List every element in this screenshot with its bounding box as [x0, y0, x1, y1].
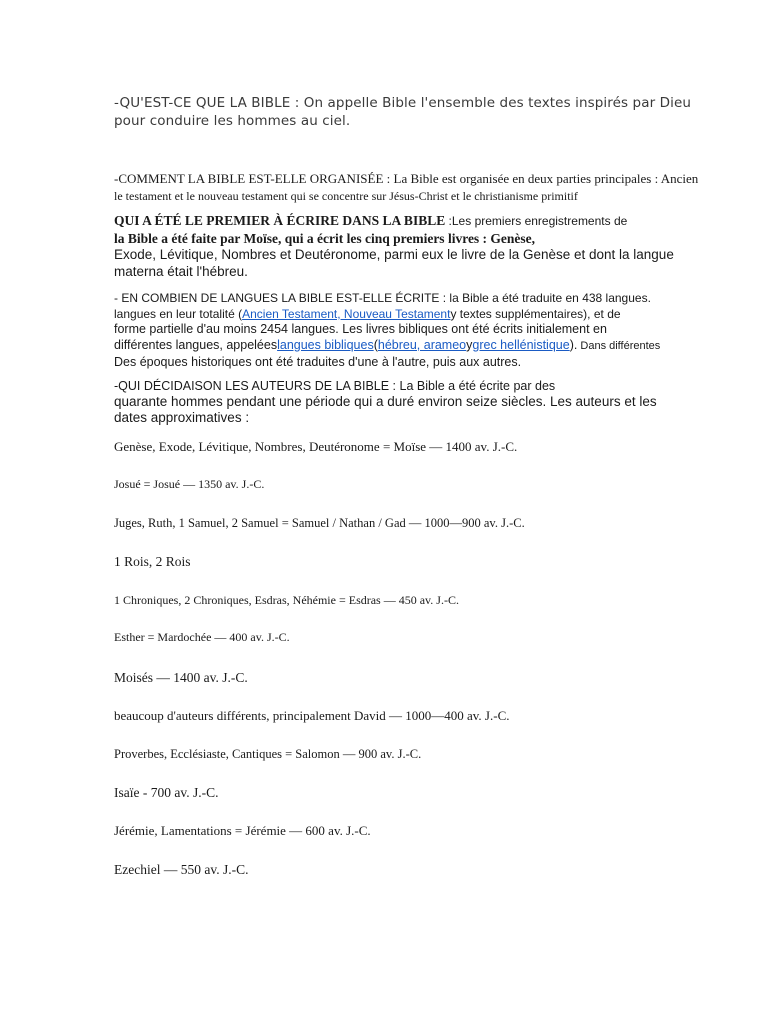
- langues-line-4-a: différentes langues, appelées: [114, 337, 278, 352]
- langues-line-4-d: ).: [569, 337, 578, 352]
- premier-line-3: Exode, Lévitique, Nombres et Deutéronome, parmi eux le livre de la Genèse et dont la langue: [114, 247, 674, 262]
- date-line-5: 1 Chroniques, 2 Chroniques, Esdras, Néhémie = Esdras — 450 av. J.-C.: [114, 593, 459, 607]
- organisation-heading: -COMMENT LA BIBLE EST-ELLE ORGANISÉE: [114, 171, 384, 186]
- premier-lead: :Les premiers enregistrements de: [445, 214, 628, 228]
- langues-line-4-b: (: [373, 337, 378, 352]
- date-line-6: Esther = Mardochée — 400 av. J.-C.: [114, 630, 290, 644]
- organisation-text-1: : La Bible est organisée en deux parties principales : Ancien: [383, 171, 699, 186]
- organisation-text-2: le testament et le nouveau testament qui se concentre sur Jésus-Christ et le christianisme primitif: [114, 189, 578, 203]
- document-page: [114, 94, 714, 877]
- langues-line-1: - EN COMBIEN DE LANGUES LA BIBLE EST-ELLE ÉCRITE : la Bible a été traduite en 438 langues.: [114, 291, 651, 305]
- date-line-12: Ezechiel — 550 av. J.-C.: [114, 862, 249, 877]
- link-grec-hellenistique[interactable]: grec hellénistique: [472, 337, 570, 352]
- langues-line-5: Des époques historiques ont été traduites d'une à l'autre, puis aux autres.: [114, 355, 522, 369]
- date-line-8: beaucoup d'auteurs différents, principalement David — 1000—400 av. J.-C.: [114, 708, 510, 723]
- langues-line-2-b: y textes supplémentaires), et de: [450, 307, 621, 321]
- langues-line-4-c: y: [466, 337, 473, 352]
- premier-heading: QUI A ÉTÉ LE PREMIER À ÉCRIRE DANS LA BIBLE: [114, 213, 446, 228]
- auteurs-line-1: -QUI DÉCIDAISON LES AUTEURS DE LA BIBLE : La Bible a été écrite par des: [114, 379, 556, 393]
- date-line-1: Genèse, Exode, Lévitique, Nombres, Deutéronome = Moïse — 1400 av. J.-C.: [114, 439, 518, 454]
- dates-list: [114, 94, 714, 894]
- date-line-2: Josué = Josué — 1350 av. J.-C.: [114, 477, 265, 491]
- auteurs-line-2: quarante hommes pendant une période qui a duré environ seize siècles. Les auteurs et les: [114, 394, 657, 409]
- date-line-11: Jérémie, Lamentations = Jérémie — 600 av. J.-C.: [114, 823, 371, 838]
- link-ancien-nouveau-testament[interactable]: Ancien Testament, Nouveau Testament: [242, 307, 451, 321]
- date-line-3: Juges, Ruth, 1 Samuel, 2 Samuel = Samuel / Nathan / Gad — 1000—900 av. J.-C.: [114, 516, 525, 530]
- link-hebreu-arameo[interactable]: hébreu, arameo: [377, 337, 467, 352]
- date-line-7: Moisés — 1400 av. J.-C.: [114, 670, 248, 685]
- link-langues-bibliques[interactable]: langues bibliques: [277, 337, 374, 352]
- intro-line-2: pour conduire les hommes au ciel.: [114, 113, 351, 129]
- date-line-4: 1 Rois, 2 Rois: [114, 554, 191, 569]
- date-line-10: Isaïe - 700 av. J.-C.: [114, 785, 219, 800]
- langues-line-4-e: Dans différentes: [577, 339, 661, 352]
- date-line-9: Proverbes, Ecclésiaste, Cantiques = Salomon — 900 av. J.-C.: [114, 747, 422, 761]
- langues-line-3: forme partielle d'au moins 2454 langues. Les livres bibliques ont été écrits initialement en: [114, 322, 607, 336]
- premier-bold-line: la Bible a été faite par Moïse, qui a écrit les cinq premiers livres : Genèse,: [114, 231, 536, 246]
- premier-line-4: materna était l'hébreu.: [114, 263, 248, 279]
- intro-line-1: -QU'EST-CE QUE LA BIBLE : On appelle Bible l'ensemble des textes inspirés par Dieu: [114, 95, 692, 111]
- langues-line-2-a: langues en leur totalité (: [114, 307, 243, 321]
- auteurs-line-3: dates approximatives :: [114, 410, 250, 425]
